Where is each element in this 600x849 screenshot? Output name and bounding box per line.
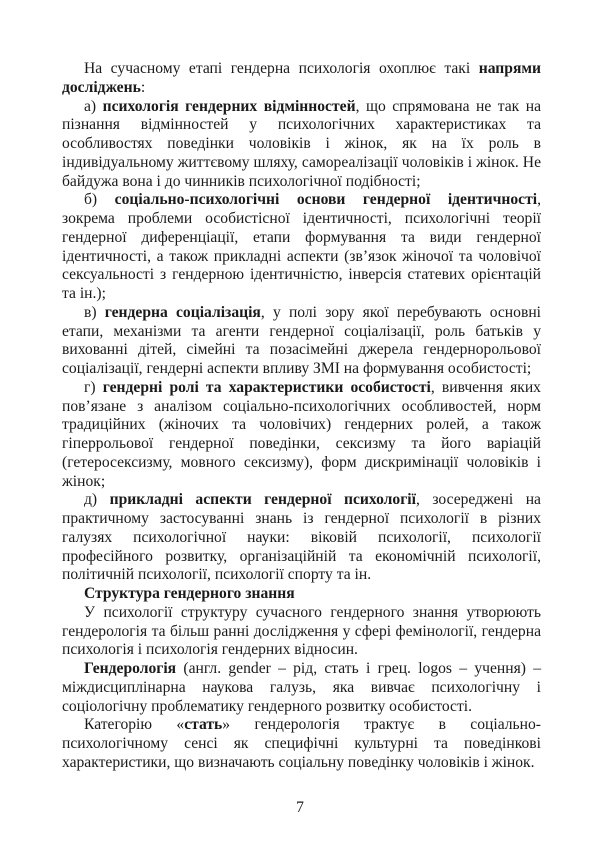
- bold-term: стать: [184, 716, 223, 734]
- text-run: д): [84, 491, 110, 509]
- text-run: , що спрямована не так на пізнання відмінностей у психологічних характеристиках та особливостях поведінки чоловіків і жінок, як на їх роль в індивідуальному життєвому шляху, самореалізації чоловіків і жінок. Не байдужа вона і до чинників психологічної подібності;: [62, 97, 541, 190]
- bold-term: Структура гендерного знання: [84, 585, 295, 602]
- text-run: У психології структуру сучасного гендерного знання утворюють гендерологія та більш ранні дослідження у сфері фемінології, гендерна психологія і психологія гендерних відносин.: [62, 603, 541, 659]
- text-run: » гендерологія трактує в соціально-психологічному сенсі як специфічні культурні та поведінкові характеристики, що визначають соціальну поведінку чоловіків і жінок.: [62, 716, 541, 771]
- text-run: а): [84, 97, 103, 115]
- document-body: [62, 60, 541, 773]
- bold-term: гендерна соціалізація: [104, 303, 261, 321]
- bold-term: прикладні аспекти гендерної психології: [109, 491, 416, 509]
- text-run: , зосереджені на практичному застосуванні знань із гендерної психології в різних галузях психологічної науки: віковій психології, психології професійного розвитку, організаційній та економічній психології, політичній психології, психології спорту та ін.: [62, 491, 541, 584]
- paragraph: [62, 660, 541, 716]
- text-run: , зокрема проблеми особистісної ідентичності, психологічні теорії гендерної диференціації, етапи формування та види гендерної ідентичності, а також прикладні аспекти (зв’язок жіночої та чоловічої сексуальності з гендерною ідентичністю, інверсія статевих орієнтацій та ін.);: [62, 191, 541, 302]
- bold-term: гендерні ролі та характеристики особистості: [102, 378, 431, 396]
- text-run: , у полі зору якої перебувають основні етапи, механізми та агенти гендерної соціалізації, роль батьків у вихованні дітей, сімейні та позасімейні джерела гендернорольової соціалізації, гендерні аспекти впливу ЗМІ на формування особистості;: [62, 303, 541, 377]
- paragraph: [62, 491, 541, 585]
- paragraph: [62, 716, 541, 772]
- text-run: (англ. gender – рід, стать і грец. logos – учення) – міждисциплінарна наукова галузь, яка вивчає психологічну і соціологічну проблематику гендерного розвитку особистості.: [62, 660, 541, 715]
- paragraph: [62, 191, 541, 304]
- bold-term: напрями досліджень: [62, 60, 541, 96]
- text-run: На сучасному етапі гендерна психологія охоплює такі: [84, 60, 479, 77]
- bold-term: Гендерологія: [84, 660, 177, 677]
- text-run: б): [84, 191, 115, 209]
- section-heading: [62, 585, 541, 604]
- text-run: Категорію «: [84, 716, 185, 734]
- text-run: в): [84, 303, 105, 321]
- paragraph: [62, 379, 541, 492]
- page-number: 7: [296, 799, 304, 816]
- text-run: , вивчення яких пов’язане з аналізом соціально-психологічних особливостей, норм традиційних (жіночих та чоловічих) гендерних ролей, а також гіперрольової гендерної поведінки, сексизму та його варіацій (гетеросексизму, мовного сексизму), форм дискримінації чоловіків і жінок;: [62, 378, 541, 490]
- paragraph: [62, 98, 541, 192]
- bold-term: соціально-психологічні основи гендерної ідентичності: [114, 191, 538, 209]
- paragraph: [62, 60, 541, 98]
- paragraph: [62, 304, 541, 379]
- text-run: г): [84, 378, 103, 396]
- text-run: :: [140, 78, 146, 96]
- paragraph: [62, 604, 541, 660]
- bold-term: психологія гендерних відмінностей: [102, 97, 356, 115]
